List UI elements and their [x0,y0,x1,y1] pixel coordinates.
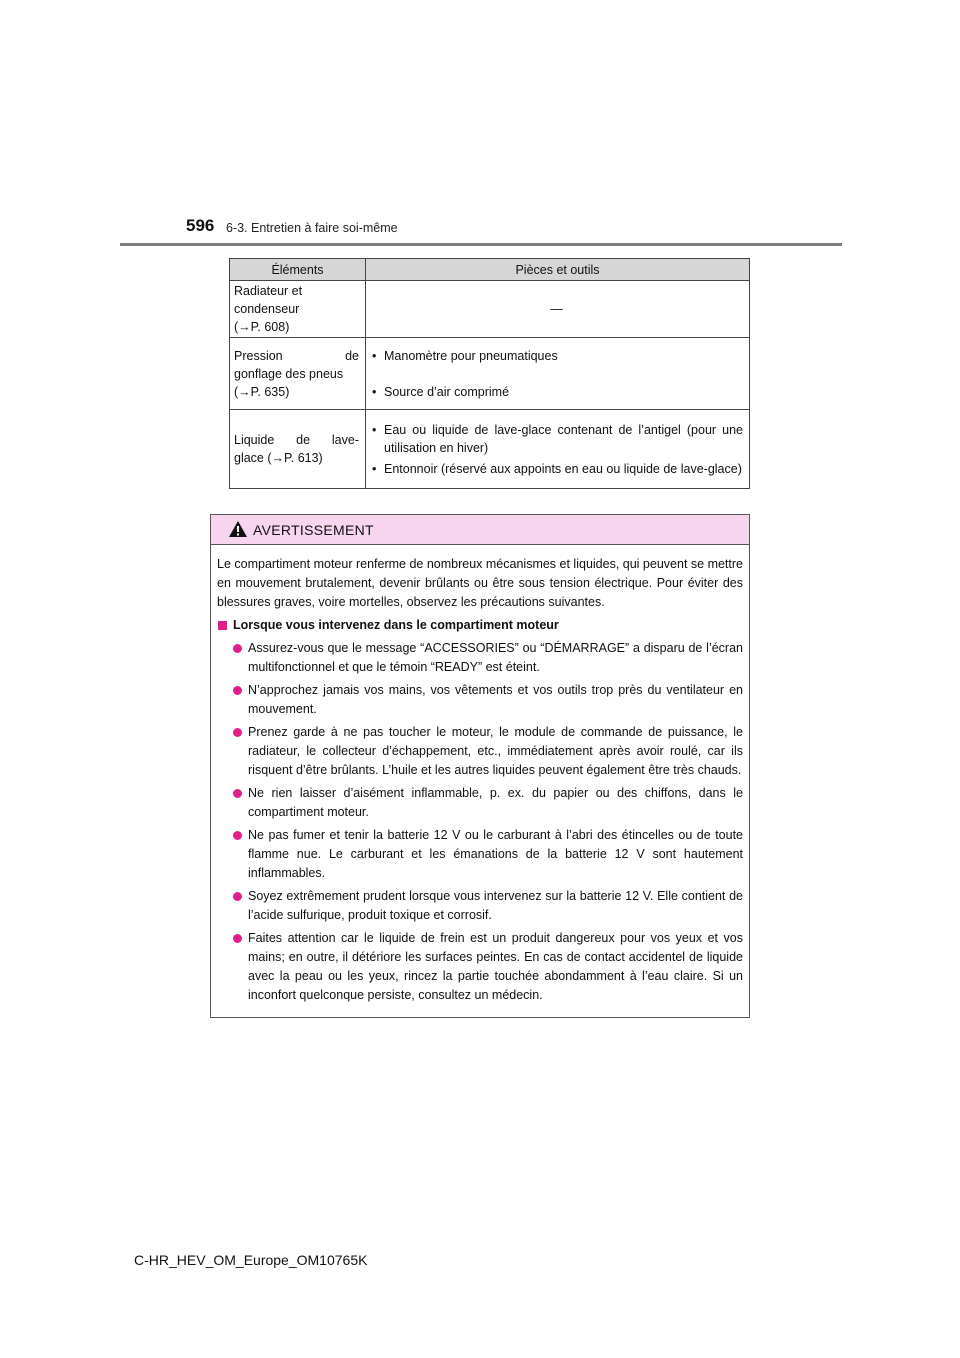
tool-item [370,347,743,365]
table-cell-item [230,281,366,338]
circle-bullet-icon [233,789,242,798]
warning-body [211,545,749,1005]
warning-item-text: Ne pas fumer et tenir la batterie 12 V ou le carburant à l’abri des étincelles ou de toute flamme nue. Le carburant et les émanations de la batterie 12 V sont hautement inflammables. [248,828,743,880]
circle-bullet-icon [233,644,242,653]
warning-triangle-icon [228,520,248,538]
warning-header [211,515,749,545]
column-header-items: Éléments [230,259,366,281]
square-bullet-icon [218,621,227,630]
bullet-dot: • [372,461,377,476]
warning-item-text: Faites attention car le liquide de frein est un produit dangereux pour vos yeux et vos mains; en outre, il détériore les surfaces peintes. En cas de contact accidentel de liquide avec la peau ou les yeux, rincez la partie touchée abondamment à l’eau claire. Si un inconfort quelconque persiste, consultez un médecin. [248,931,743,1002]
item-line: (→P. 635) [234,384,290,399]
item-line: Liquide de lave- [234,433,359,447]
item-line: Pression de [234,348,359,363]
tool-text: Manomètre pour pneumatiques [384,348,558,363]
warning-item-text: N’approchez jamais vos mains, vos vêtements et vos outils trop près du ventilateur en mouvement. [248,683,743,716]
column-header-tools: Pièces et outils [366,259,750,281]
warning-title: AVERTISSEMENT [253,522,374,538]
warning-item [217,887,743,925]
circle-bullet-icon [233,934,242,943]
table-cell-tools [366,410,750,489]
item-line: Radiateur et [234,284,303,298]
warning-item-text: Ne rien laisser d’aisément inflammable, p. ex. du papier ou des chiffons, dans le compartiment moteur. [248,786,743,819]
table-cell-tools [366,281,750,338]
section-title: 6-3. Entretien à faire soi-même [226,221,398,235]
warning-box [210,514,750,1018]
parts-table [229,258,750,489]
tool-item [370,383,743,401]
warning-item [217,639,743,677]
item-line: gonflage des pneus [234,366,344,381]
warning-item-text: Soyez extrêmement prudent lorsque vous intervenez sur la batterie 12 V. Elle contient de l’acide sulfurique, produit toxique et corrosif. [248,889,743,922]
warning-item-text: Assurez-vous que le message “ACCESSORIES” ou “DÉMARRAGE” a disparu de l’écran multifonctionnel et que le témoin “READY” est éteint. [248,641,743,674]
header-rule [120,243,842,246]
warning-item [217,826,743,883]
warning-item [217,929,743,1005]
document-id: C-HR_HEV_OM_Europe_OM10765K [134,1252,368,1268]
table-row [230,281,750,338]
warning-subheading [217,616,743,635]
circle-bullet-icon [233,686,242,695]
bullet-dot: • [372,422,377,437]
item-line: condenseur [234,302,300,316]
table-header-row [230,259,750,281]
tool-text: Eau ou liquide de lave-glace contenant de l’antigel (pour une utilisation en hiver) [384,422,743,455]
warning-item [217,681,743,719]
warning-intro: Le compartiment moteur renferme de nombreux mécanismes et liquides, qui peuvent se mettre en mouvement brutalement, devenir brûlants ou être sous tension électrique. Pour éviter des blessures graves, voire mortelles, observez les précautions suivantes. [217,557,743,609]
table-row [230,410,750,489]
warning-item-text: Prenez garde à ne pas toucher le moteur, le module de commande de puissance, le radiateur, le collecteur d’échappement, etc., immédiatement après avoir roulé, car ils risquent d’être brûlants. L’huile et les autres liquides peuvent également être très chauds. [248,725,743,777]
item-line: (→P. 608) [234,320,290,334]
tool-item [370,421,743,457]
bullet-dot: • [372,348,377,363]
circle-bullet-icon [233,892,242,901]
tool-item [370,460,743,478]
empty-dash: — [550,302,563,316]
circle-bullet-icon [233,728,242,737]
subheading-text: Lorsque vous intervenez dans le compartiment moteur [233,618,559,632]
warning-item [217,723,743,780]
bullet-dot: • [372,384,377,399]
table-cell-item [230,410,366,489]
table-cell-tools [366,338,750,410]
page-number: 596 [186,216,215,235]
tool-text: Source d’air comprimé [384,384,510,399]
table-row [230,338,750,410]
tool-text: Entonnoir (réservé aux appoints en eau ou liquide de lave-glace) [384,461,742,476]
item-line: glace (→P. 613) [234,451,323,465]
circle-bullet-icon [233,831,242,840]
warning-item [217,784,743,822]
table-cell-item [230,338,366,410]
